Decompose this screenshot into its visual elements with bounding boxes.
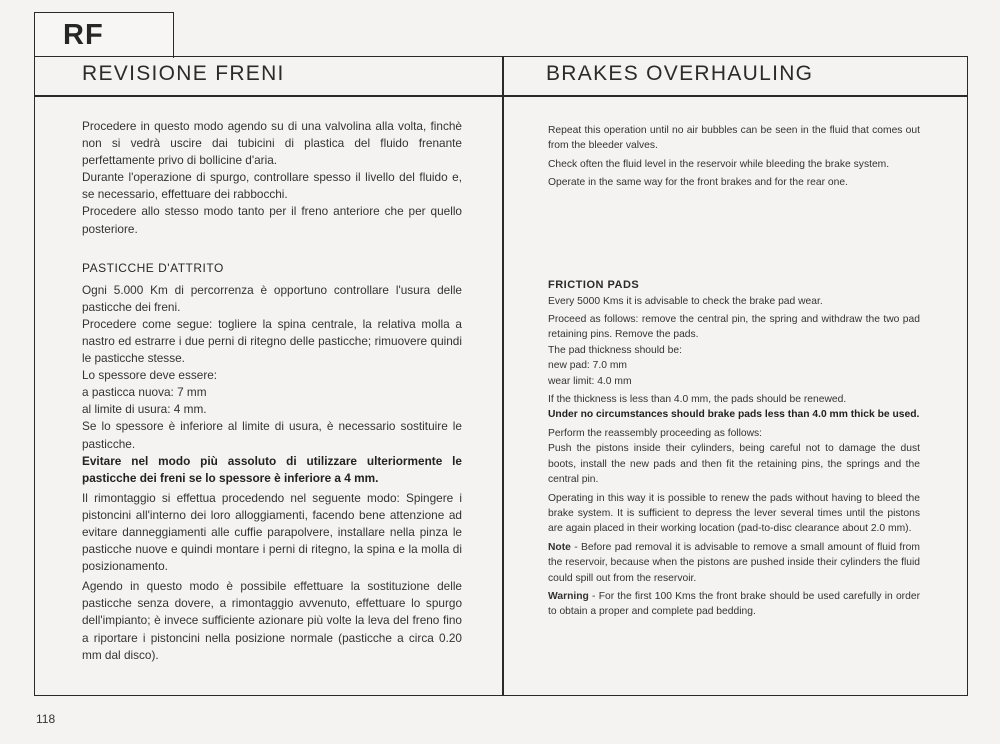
pads-heading: PASTICCHE D'ATTRITO bbox=[82, 260, 224, 275]
paragraph: Perform the reassembly proceeding as follows: bbox=[548, 427, 763, 439]
note-text: - Before pad removal it is advisable to remove a small amount of fluid from the reservoir, because when the pistons are pushed inside their cylinders the fluid could spill out from the reservoir. bbox=[548, 541, 920, 584]
note-paragraph bbox=[548, 540, 920, 586]
section-tag bbox=[34, 12, 174, 58]
paragraph: Durante l'operazione di spurgo, controllare spesso il livello del fluido e, se necessario, effettuare dei rabbocchi. bbox=[82, 170, 462, 202]
paragraph: Il rimontaggio si effettua procedendo nel seguente modo: Spingere i pistoncini all'interno dei loro alloggiamenti, facendo bene attenzione ad evitare danneggiamenti alle cuffie parapolvere, installare nella pinza le pasticche nuove e quindi montare i perni di ritegno, la spina e la molla di posizionamento. bbox=[82, 490, 462, 574]
paragraph: Ogni 5.000 Km di percorrenza è opportuno controllare l'usura delle pasticche dei freni. bbox=[82, 282, 462, 314]
paragraph: If the thickness is less than 4.0 mm, the pads should be renewed. bbox=[548, 394, 847, 406]
page-number: 118 bbox=[36, 712, 56, 726]
pads-warning: Under no circumstances should brake pads less than 4.0 mm thick be used. bbox=[548, 409, 920, 421]
paragraph: Se lo spessore è inferiore al limite di usura, è necessario sostituire le pasticche. bbox=[82, 419, 462, 451]
paragraph: Operate in the same way for the front brakes and for the rear one. bbox=[548, 177, 848, 189]
italian-header: REVISIONE FRENI bbox=[82, 62, 285, 85]
pads-heading: FRICTION PADS bbox=[548, 278, 640, 291]
header-divider bbox=[34, 95, 968, 97]
note-label: Note bbox=[548, 541, 571, 553]
paragraph: Repeat this operation until no air bubbles can be seen in the fluid that comes out from the bleeder valves. bbox=[548, 125, 920, 152]
paragraph: wear limit: 4.0 mm bbox=[548, 375, 632, 387]
paragraph: new pad: 7.0 mm bbox=[548, 360, 627, 372]
paragraph: Lo spessore deve essere: bbox=[82, 368, 218, 383]
column-divider bbox=[502, 56, 504, 696]
paragraph: Proceed as follows: remove the central pin, the spring and withdraw the two pad retaining pins. Remove the pads. bbox=[548, 314, 920, 341]
paragraph: Procedere in questo modo agendo su di una valvolina alla volta, finchè non si vedrà uscire dai tubicini di plastica del fluido frenante perfettamente privo di bollicine d'aria. bbox=[82, 119, 462, 168]
paragraph: Procedere allo stesso modo tanto per il freno anteriore che per quello posteriore. bbox=[82, 204, 462, 236]
pads-warning: Evitare nel modo più assoluto di utilizzare ulteriormente le pasticche dei freni se lo spessore è inferiore a 4 mm. bbox=[82, 453, 462, 485]
paragraph: Operating in this way it is possible to renew the pads without having to bleed the brake system. It is sufficient to depress the lever several times until the pistons are again placed in their working location (pad-to-disc clearance about 2.0 mm). bbox=[548, 492, 920, 535]
section-tag-label: RF bbox=[63, 19, 104, 51]
italian-column bbox=[82, 118, 462, 664]
paragraph: Check often the fluid level in the reservoir while bleeding the brake system. bbox=[548, 158, 890, 170]
paragraph: Procedere come segue: togliere la spina centrale, la relativa molla a nastro ed estrarre i due perni di ritegno delle pasticche; rimuovere quindi le pasticche stesse. bbox=[82, 316, 462, 366]
paragraph: a pasticca nuova: 7 mm bbox=[82, 385, 207, 400]
paragraph: The pad thickness should be: bbox=[548, 344, 682, 356]
warning-text: - For the first 100 Kms the front brake should be used carefully in order to obtain a proper and complete pad bedding. bbox=[548, 590, 920, 618]
english-header: BRAKES OVERHAULING bbox=[546, 62, 814, 85]
warning-paragraph bbox=[548, 589, 920, 620]
paragraph: Every 5000 Kms it is advisable to check the brake pad wear. bbox=[548, 295, 823, 307]
paragraph: Push the pistons inside their cylinders, being careful not to damage the dust boots, install the new pads and then fit the retaining pins, the springs and the central pin. bbox=[548, 443, 920, 486]
paragraph: Agendo in questo modo è possibile effettuare la sostituzione delle pasticche senza dovere, a rimontaggio avvenuto, effettuare lo spurgo dell'impianto; è invece sufficiente azionare più volte la leva del freno fino a riportare i pistoncini nella posizione normale (pasticche a circa 0.20 mm dal disco). bbox=[82, 579, 462, 662]
paragraph: al limite di usura: 4 mm. bbox=[82, 402, 207, 417]
english-column bbox=[548, 120, 920, 620]
warning-label: Warning bbox=[548, 590, 589, 602]
